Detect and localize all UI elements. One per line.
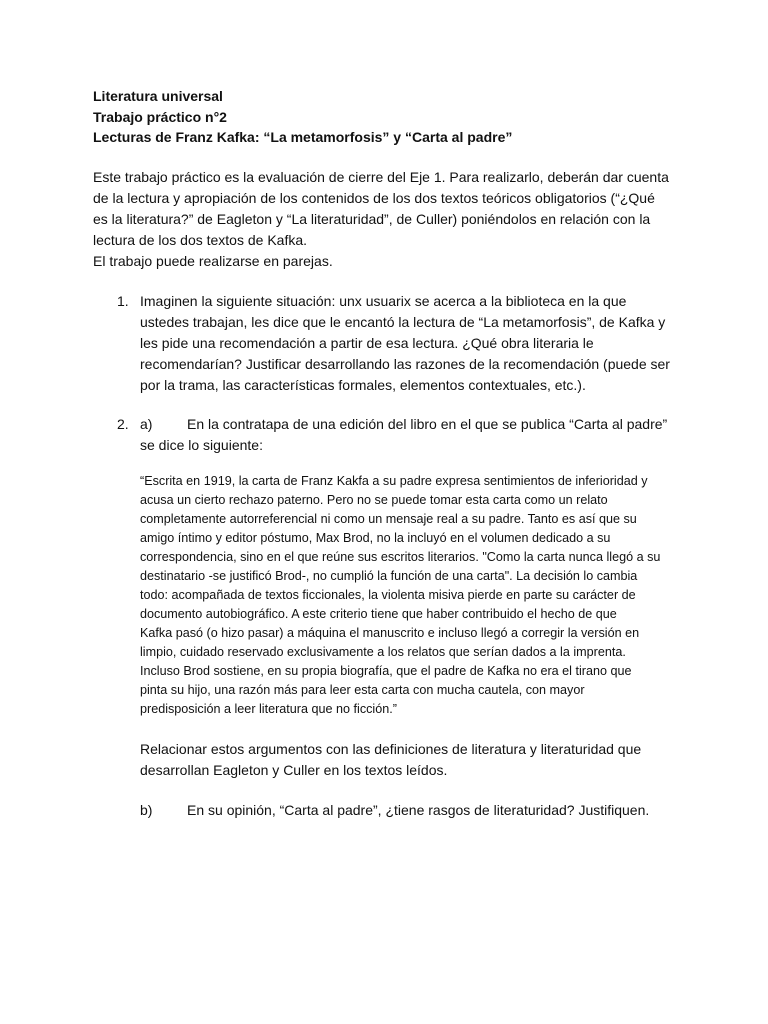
document-header bbox=[93, 86, 512, 148]
intro-line: El trabajo puede realizarse en parejas. bbox=[93, 253, 333, 269]
subject-title: Lecturas de Franz Kafka: “La metamorfosis” y “Carta al padre” bbox=[93, 129, 513, 145]
intro-line: Este trabajo práctico es la evaluación de cierre del Eje 1. Para realizarlo, deberán dar cuenta bbox=[93, 169, 669, 185]
item-2a-label: a) bbox=[140, 416, 153, 432]
quote-line: limpio, cuidado reservado exclusivamente a los relatos que serían dados a la imprenta. bbox=[140, 645, 626, 659]
item-1-line: recomendarían? Justificar desarrollando las razones de la recomendación (puede ser bbox=[140, 356, 670, 372]
item-1-number: 1. bbox=[117, 293, 129, 309]
quote-line: completamente autorreferencial ni como un mensaje real a su padre. Tanto es así que su bbox=[140, 512, 637, 526]
intro-line: de la lectura y apropiación de los contenidos de los dos textos teóricos obligatorios (“¿Qué bbox=[93, 190, 655, 206]
quote-line: acusa un cierto rechazo paterno. Pero no se puede tomar esta carta como un relato bbox=[140, 493, 608, 507]
quote-line: correspondencia, sino en el que reúne sus escritos literarios. "Como la carta nunca llegó a su bbox=[140, 550, 661, 564]
quote-line: amigo íntimo y editor póstumo, Max Brod, no la incluyó en el volumen dedicado a su bbox=[140, 531, 611, 545]
quote-line: “Escrita en 1919, la carta de Franz Kakfa a su padre expresa sentimientos de inferioridad y bbox=[140, 474, 648, 488]
quote-line: documento autobiográfico. A este criterio tiene que haber contribuido el hecho de que bbox=[140, 607, 617, 621]
quote-line: todo: acompañada de textos ficcionales, la violenta misiva pierde en parte su carácter de bbox=[140, 588, 636, 602]
item-2-number: 2. bbox=[117, 416, 129, 432]
back-cover-quote bbox=[140, 472, 660, 719]
item-2b-text: En su opinión, “Carta al padre”, ¿tiene rasgos de literaturidad? Justifiquen. bbox=[187, 802, 650, 818]
assignment-title: Trabajo práctico n°2 bbox=[93, 108, 227, 125]
item-2a-continuation: se dice lo siguiente: bbox=[140, 437, 263, 453]
quote-line: predisposición a leer literatura que no ficción.” bbox=[140, 702, 397, 716]
intro-line: es la literatura?” de Eagleton y “La literaturidad”, de Culler) poniéndolos en relación con la bbox=[93, 211, 651, 227]
item-2a-line bbox=[140, 414, 667, 435]
item-1-line: ustedes trabajan, les dice que le encantó la lectura de “La metamorfosis”, de Kafka y bbox=[140, 314, 666, 330]
quote-line: Kafka pasó (o hizo pasar) a máquina el manuscrito e incluso llegó a corregir la versión en bbox=[140, 626, 640, 640]
intro-line: lectura de los dos textos de Kafka. bbox=[93, 232, 308, 248]
course-title: Literatura universal bbox=[93, 88, 223, 104]
item-2b-label: b) bbox=[140, 802, 153, 818]
item-1-line: Imaginen la siguiente situación: unx usuarix se acerca a la biblioteca en la que bbox=[140, 293, 627, 309]
quote-line: pinta su hijo, una razón más para leer esta carta con mucha cautela, con mayor bbox=[140, 683, 585, 697]
quote-line: Incluso Brod sostiene, en su propia biografía, que el padre de Kafka no era el tirano que bbox=[140, 664, 632, 678]
intro-paragraph bbox=[93, 167, 669, 272]
item-1-text bbox=[140, 291, 670, 396]
item-2b-line bbox=[140, 800, 649, 821]
item-1-line: por la trama, las características formales, elementos contextuales, etc.). bbox=[140, 377, 586, 393]
relate-instruction bbox=[140, 739, 641, 781]
relate-line: desarrollan Eagleton y Culler en los textos leídos. bbox=[140, 762, 448, 778]
item-2a-text: En la contratapa de una edición del libro en el que se publica “Carta al padre” bbox=[187, 416, 668, 432]
quote-line: destinatario -se justificó Brod-, no cumplió la función de una carta". La decisión lo cambia bbox=[140, 569, 638, 583]
item-1-line: les pide una recomendación a partir de esa lectura. ¿Qué obra literaria le bbox=[140, 335, 594, 351]
relate-line: Relacionar estos argumentos con las definiciones de literatura y literaturidad que bbox=[140, 741, 642, 757]
